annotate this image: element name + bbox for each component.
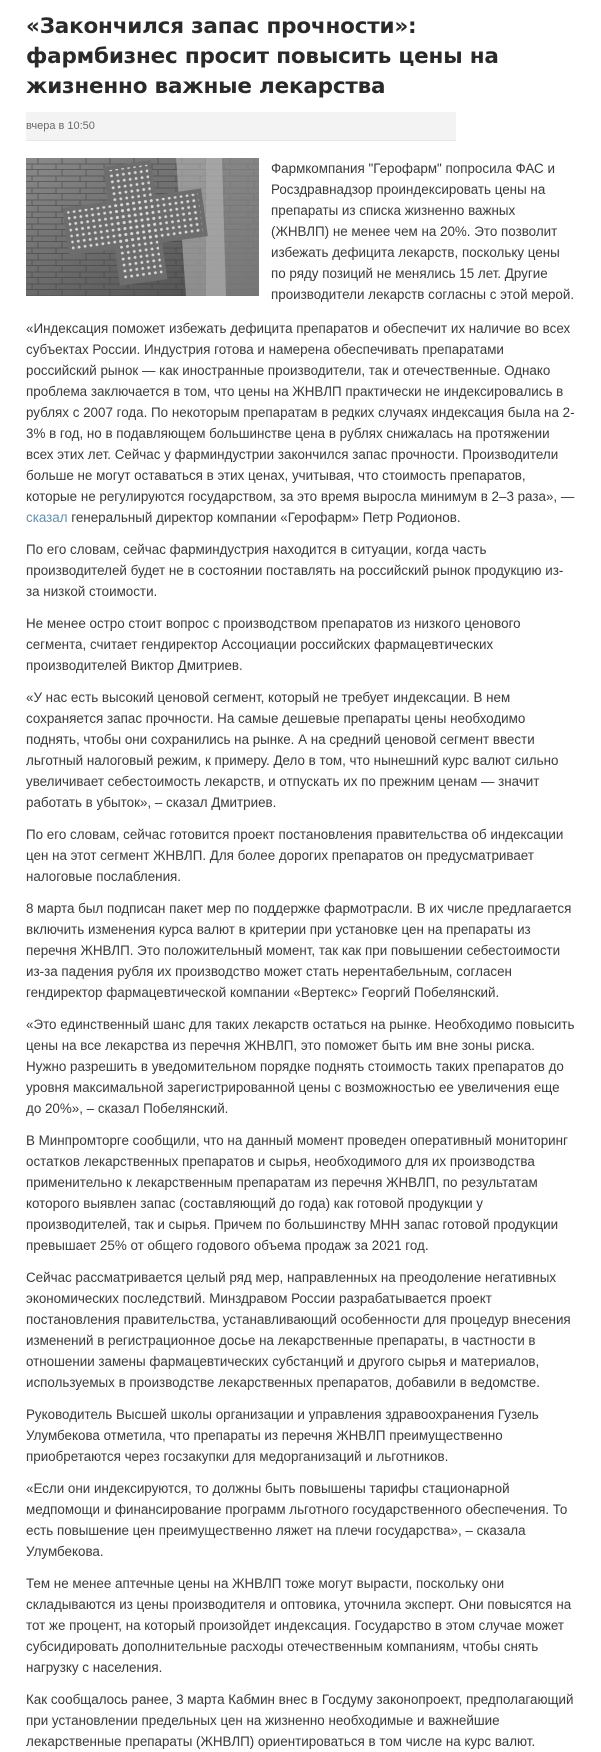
body-paragraph: «Это единственный шанс для таких лекарств остаться на рынке. Необходимо повысить цены на все лекарства из перечня ЖНВЛП, это поможет быть им вне зоны риска. Нужно разрешить в уведомительном порядке поднять стоимость таких препаратов до уровня максимальной зарегистрированной цены с возможностью ее увеличения еще до 20%», – сказал Побелянский. [26, 1017, 575, 1116]
source-link[interactable]: сказал [26, 510, 68, 525]
body-paragraph: По его словам, сейчас готовится проект постановления правительства об индексации цен на этот сегмент ЖНВЛП. Для более дорогих препаратов он предусматривает налоговые послабления. [26, 827, 564, 884]
article-photo [26, 158, 259, 296]
body-paragraph: 8 марта был подписан пакет мер по поддержке фармотрасли. В их числе предлагается включить изменения курса валют в критерии при установке цен на препараты из перечня ЖНВЛП. Это положительный момент, так как при повышении себестоимости из-за падения рубля их производство может стать нерентабельным, согласен гендиректор фармацевтической компании «Вертекс» Георгий Побелянский. [26, 901, 572, 1000]
publish-date: вчера в 10:50 [26, 112, 456, 141]
body-paragraph: По его словам, сейчас фарминдустрия находится в ситуации, когда часть производителей будет не в состоянии поставлять на российский рынок продукцию из-за низкой стоимости. [26, 542, 564, 599]
quote-paragraph [26, 318, 575, 528]
body-paragraph: Руководитель Высшей школы организации и управления здравоохранения Гузель Улумбекова отметила, что препараты из перечня ЖНВЛП преимущественно приобретаются через госзакупки для медорганизаций и льготников. [26, 1407, 539, 1464]
body-paragraph: Не менее остро стоит вопрос с производством препаратов из низкого ценового сегмента, считает гендиректор Ассоциации российских фармацевтических производителей Виктор Дмитриев. [26, 616, 521, 673]
body-paragraph: Как сообщалось ранее, 3 марта Кабмин внес в Госдуму законопроект, предполагающий при установлении предельных цен на жизненно необходимые и важнейшие лекарственные препараты (ЖНВЛП) ориентироваться в том числе на курс валют. [26, 1692, 574, 1749]
quote-text: «Индексация поможет избежать дефицита препаратов и обеспечит их наличие во всех субъектах России. Индустрия готова и намерена обеспечивать препаратами российский рынок — как иностранные производители, так и отечественные. Однако проблема заключается в том, что цены на ЖНВЛП практически не индексировались в рублях с 2007 года. По некоторым препаратам в редких случаях индексация была на 2-3% в год, но в подавляющем большинстве цена в рублях снижалась на протяжении всех этих лет. Сейчас у фарминдустрии закончился запас прочности. Производители больше не могут оставаться в этих ценах, учитывая, что стоимость препаратов, которые не регулируются государством, за это время выросла минимум в 2–3 раза», — [26, 321, 575, 504]
article-intro [26, 158, 575, 318]
intro-paragraph: Фармкомпания "Герофарм" попросила ФАС и Росздравнадзор проиндексировать цены на препараты из списка жизненно важных (ЖНВЛП) не менее чем на 20%. Это позволит избежать дефицита лекарств, поскольку цены по ряду позиций не менялись 15 лет. Другие производители лекарств согласны с этой мерой. [271, 161, 575, 302]
body-paragraph: В Минпромторге сообщили, что на данный момент проведен оперативный мониторинг остатков лекарственных препаратов и сырья, необходимого для их производства применительно к лекарственным препаратам из перечня ЖНВЛП, по результатам которого выявлен запас (составляющий до года) как готовой продукции у производителей, так и сырья. Причем по большинству МНН запас готовой продукции превышает 25% от общего годового объема продаж за 2021 год. [26, 1133, 568, 1253]
article-title: «Закончился запас прочности»: фармбизнес просит повысить цены на жизненно важные лекарства [26, 14, 499, 99]
body-paragraph: Сейчас рассматривается целый ряд мер, направленных на преодоление негативных экономических последствий. Минздравом России разрабатывается проект постановления правительства, устанавливающий особенности для процедур внесения изменений в регистрационное досье на лекарственные препараты, в частности в отношении замены фармацевтических субстанций и другого сырья и материалов, используемых в производстве лекарственных препаратов, добавили в ведомстве. [26, 1270, 571, 1390]
article-body [26, 318, 575, 1752]
body-paragraph: Тем не менее аптечные цены на ЖНВЛП тоже могут вырасти, поскольку они складываются из цены производителя и оптовика, уточнила эксперт. Они повысятся на тот же процент, на который произойдет индексация. Государство в этом случае может субсидировать дополнительные расходы отечественным компаниям, чтобы снять нагрузку с населения. [26, 1576, 572, 1675]
body-paragraph: «У нас есть высокий ценовой сегмент, который не требует индексации. В нем сохраняется запас прочности. На самые дешевые препараты цены необходимо поднять, чтобы они сохранились на рынке. А на средний ценовой сегмент ввести льготный налоговый режим, к примеру. Дело в том, что нынешний курс валют сильно увеличивает себестоимость лекарств, и отпускать их по прежним ценам — значит работать в убыток», – сказал Дмитриев. [26, 690, 559, 810]
quote-attribution: генеральный директор компании «Герофарм» Петр Родионов. [67, 510, 461, 525]
body-paragraph: «Если они индексируются, то должны быть повышены тарифы стационарной медпомощи и финансирование программ льготного государственного обеспечения. То есть повышение цен преимущественно ляжет на плечи государства», – сказала Улумбекова. [26, 1481, 568, 1559]
